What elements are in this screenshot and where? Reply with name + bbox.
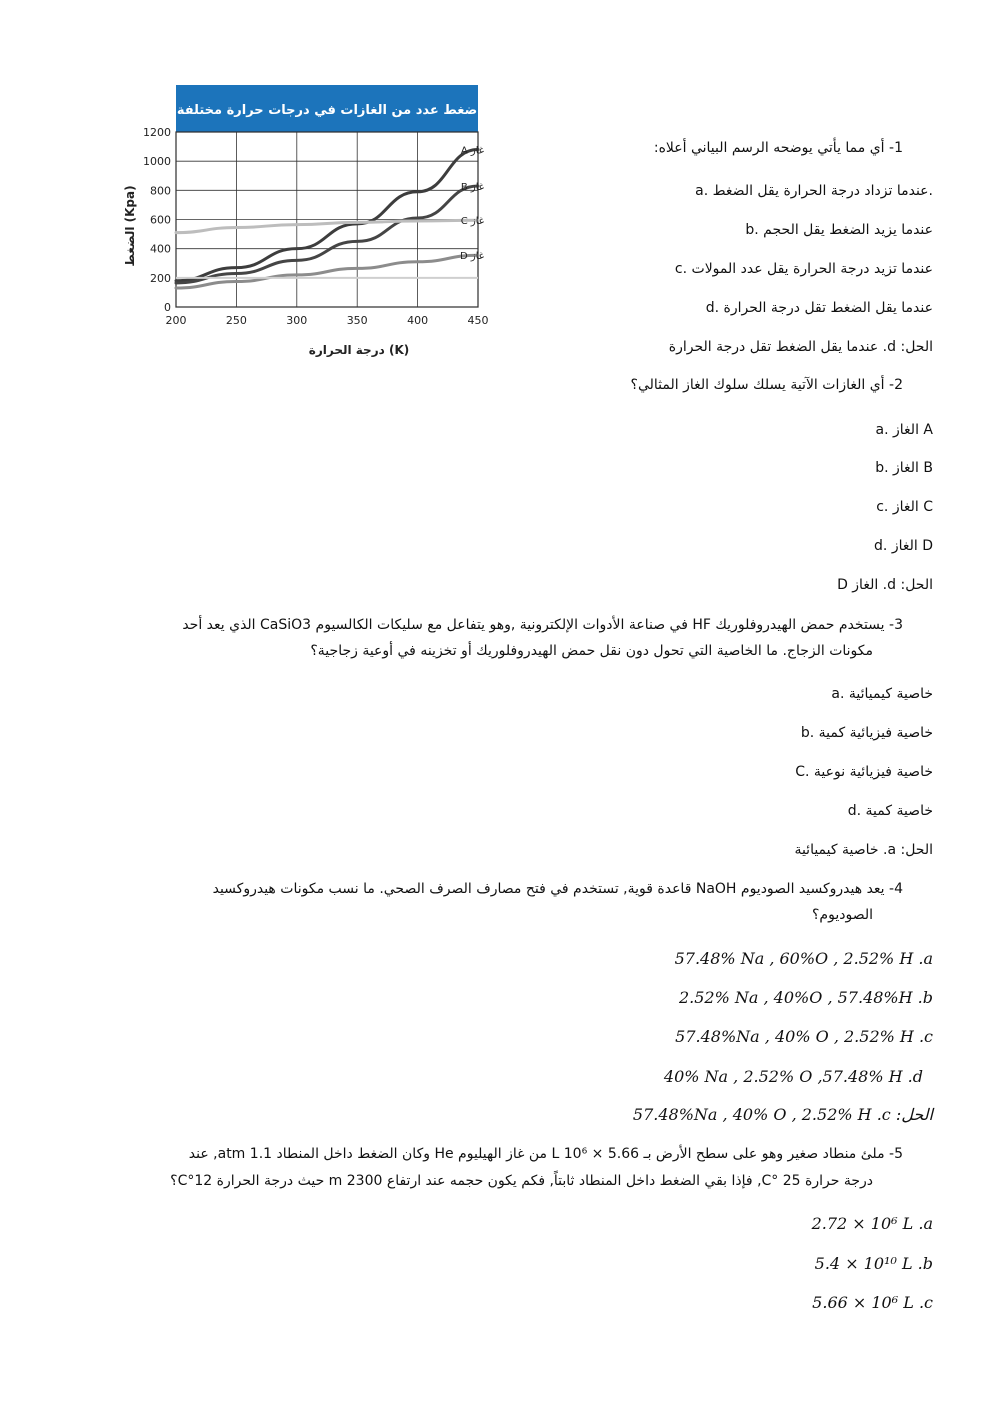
legend-label: غاز A (460, 145, 484, 157)
y-tick-label: 1200 (143, 126, 171, 139)
q5-option-a: 2.72 × 10⁶ L .a (811, 1214, 933, 1233)
q1-option-b: b. عندما يزيد الضغط يقل الحجم (745, 222, 933, 238)
chart-title: ضغط عدد من الغازات في درجات حرارة مختلفة (176, 103, 478, 118)
q1-option-a: a. عندما تزداد درجة الحرارة يقل الضغط. (695, 183, 933, 199)
q3-option-c: C. خاصية فيزيائية نوعية (795, 764, 933, 780)
q2-option-b: b. الغاز B (875, 460, 933, 476)
q2-option-a: a. الغاز A (875, 422, 933, 438)
legend-label: غاز B (460, 181, 484, 193)
legend-label: غاز C (460, 216, 484, 228)
y-tick-label: 1000 (143, 155, 171, 169)
q4-option-d: 40% Na , 2.52% O ,57.48% H .d (663, 1067, 923, 1086)
q2-stem: 2- أي الغازات الآتية يسلك سلوك الغاز المثالي؟ (630, 377, 903, 393)
q4-stem-line1: 4- يعد هيدروكسيد الصوديوم NaOH قاعدة قوية, تستخدم في فتح مصارف الصرف الصحي. ما نسب مكونات هيدروكسيد (212, 881, 903, 897)
y-tick-label: 600 (150, 213, 171, 227)
x-tick-label: 250 (225, 314, 247, 327)
x-tick-label: 450 (467, 314, 489, 327)
y-tick-label: 200 (150, 271, 171, 285)
q1-option-d: d. عندما يقل الضغط تقل درجة الحرارة (705, 300, 933, 316)
q3-stem-line1: 3- يستخدم حمض الهيدروفلوريك HF في صناعة الأدوات الإلكترونية ,وهو يتفاعل مع سليكات الكالسيوم CaSiO3 الذي يعد أحد (182, 617, 903, 633)
q4-option-b: 2.52% Na , 40%O , 57.48%H .b (678, 988, 933, 1007)
q4-option-c: 57.48%Na , 40% O , 2.52% H .c (675, 1027, 933, 1046)
gas-pressure-chart (120, 82, 520, 372)
q4-option-a: 57.48% Na , 60%O , 2.52% H .a (674, 949, 933, 968)
x-tick-label: 200 (165, 314, 187, 327)
q2-answer: الحل: d. الغاز D (837, 577, 933, 593)
q3-answer: الحل: a. خاصية كيميائية (794, 842, 933, 858)
q4-stem-line2: الصوديوم؟ (812, 907, 873, 923)
q3-stem-line2: مكونات الزجاج. ما الخاصية التي تحول دون نقل حمض الهيدروفلوريك أو تخزينه في أوعية زجاجية؟ (310, 643, 873, 659)
x-tick-label: 300 (286, 314, 308, 327)
q1-option-c: c. عندما تزيد درجة الحرارة يقل عدد المولات (674, 261, 933, 277)
q3-option-a: a. خاصية كيميائية (831, 686, 933, 702)
y-tick-label: 400 (150, 242, 171, 256)
q2-option-d: d. الغاز D (874, 538, 933, 554)
q4-answer: 57.48%Na , 40% O , 2.52% H .c :الحل (632, 1105, 933, 1124)
x-tick-label: 400 (407, 314, 429, 327)
q2-option-c: c. الغاز C (876, 499, 933, 515)
q5-stem-line1: 5- ملئ منطاد صغير وهو على سطح الأرض بـ 5.66 × 10⁶ L من غاز الهيليوم He وكان الضغط داخل المنطاد 1.1 atm, عند (188, 1146, 903, 1162)
y-axis-label: الضغط (Kpa) (123, 185, 137, 267)
q1-stem: 1- أي مما يأتي يوضحه الرسم البياني أعلاه: (653, 140, 903, 156)
q1-answer: الحل: d. عندما يقل الضغط تقل درجة الحرارة (668, 339, 933, 355)
x-tick-label: 350 (346, 314, 368, 327)
q5-option-c: 5.66 × 10⁶ L .c (812, 1293, 933, 1312)
legend-label: غاز D (460, 251, 484, 263)
q5-stem-line2: درجة حرارة 25 °C, فإذا بقي الضغط داخل المنطاد ثابتاً, فكم يكون حجمه عند ارتفاع 2300 m حيث درجة الحرارة 12°C؟ (170, 1173, 873, 1189)
chart-canvas (120, 82, 520, 372)
x-axis-label: درجة الحرارة (K) (308, 343, 410, 357)
q5-option-b: 5.4 × 10¹⁰ L .b (814, 1254, 933, 1273)
q3-option-d: d. خاصية كمية (847, 803, 933, 819)
y-tick-label: 800 (150, 184, 171, 198)
y-tick-label: 0 (164, 301, 171, 314)
q3-option-b: b. خاصية فيزيائية كمية (800, 725, 933, 741)
